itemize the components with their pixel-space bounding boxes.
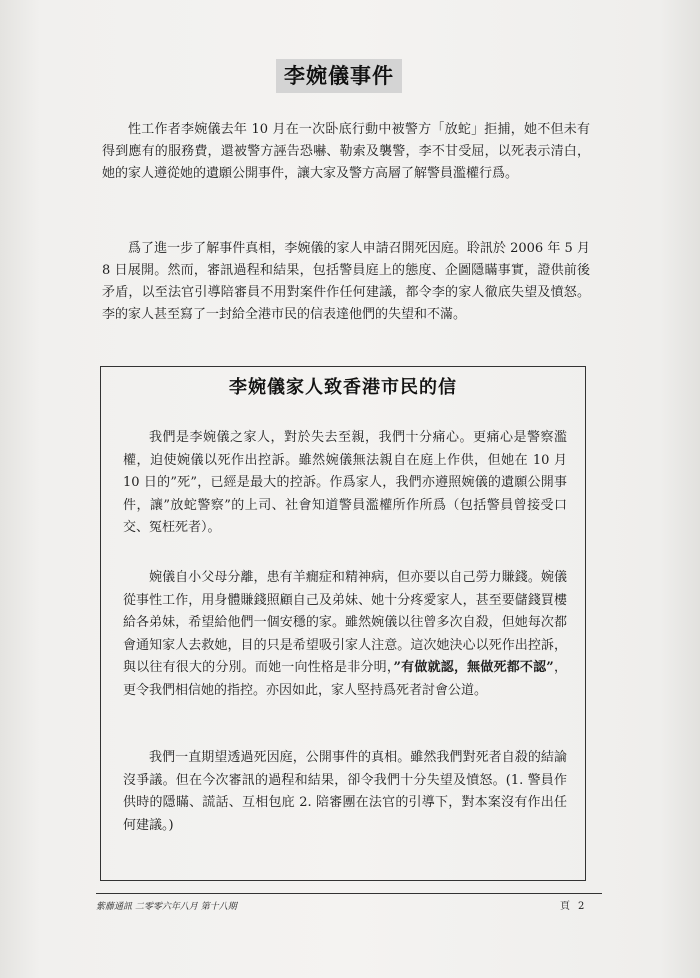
footer-divider xyxy=(96,893,602,894)
page-title: 李婉儀事件 xyxy=(276,59,402,93)
intro-paragraph-1: 性工作者李婉儀去年 10 月在一次卧底行動中被警方「放蛇」拒捕，她不但未有得到應有的服務費，還被警方誣告恐嚇、勒索及襲警，李不甘受屈，以死表示清白，她的家人遵從她的遺願公開事件，讓大家及警方高層了解警員濫權行爲。 xyxy=(102,122,590,181)
letter-paragraph-2 xyxy=(123,567,567,702)
letter-paragraph-1: 我們是李婉儀之家人，對於失去至親，我們十分痛心。更痛心是警察濫權，迫使婉儀以死作出控訴。雖然婉儀無法親自在庭上作供，但她在 10 月 10 日的”死”，已經是最大的控訴。作爲家人，我們亦遵照婉儀的遺願公開事件，讓”放蛇警察”的上司、社會知道警員濫權所作所爲（包括警員曾接受口交、冤枉死者）。 xyxy=(123,430,567,535)
intro-paragraph-2: 爲了進一步了解事件真相，李婉儀的家人申請召開死因庭。聆訊於 2006 年 5 月 8 日展開。然而，審訊過程和結果，包括警員庭上的態度、企圖隱瞞事實，證供前後矛盾，以至法官引導陪審員不用對案件作任何建議，都令李的家人徹底失望及憤怒。李的家人甚至寫了一封給全港市民的信表達他們的失望和不滿。 xyxy=(102,241,590,322)
letter-box xyxy=(100,366,586,881)
letter-quote: ”有做就認，無做死都不認” xyxy=(393,660,554,675)
footer-publication: 紫藤通訊 二零零六年八月 第十八期 xyxy=(96,902,237,912)
letter-title: 李婉儀家人致香港市民的信 xyxy=(229,377,457,398)
letter-paragraph-2-text-b: ， 更令我們相信她的指控。亦因如此，家人堅持爲死者討會公道。 xyxy=(123,660,567,698)
footer-page xyxy=(560,897,584,912)
page-number: 2 xyxy=(578,901,585,912)
letter-paragraph-3: 我們一直期望透過死因庭，公開事件的真相。雖然我們對死者自殺的結論沒爭議。但在今次審訊的過程和結果，卻令我們十分失望及憤怒。(1. 警員作供時的隱瞞、謊話、互相包庇 2. 陪審團在法官的引導下，對本案沒有作出任何建議。) xyxy=(123,750,567,833)
page-label: 頁 xyxy=(560,901,570,912)
letter-paragraph-2-text-a: 婉儀自小父母分離，患有羊癇症和精神病，但亦要以自己勞力賺錢。婉儀從事性工作，用身體賺錢照顧自己及弟妹、她十分疼愛家人，甚至要儲錢買樓給各弟妹，希望給他們一個安穩的家。雖然婉儀以往曾多次自殺，但她每次都會通知家人去救她，目的只是希望吸引家人注意。這次她決心以死作出控訴，與以往有很大的分別。而她一向性格是非分明， xyxy=(123,570,567,675)
